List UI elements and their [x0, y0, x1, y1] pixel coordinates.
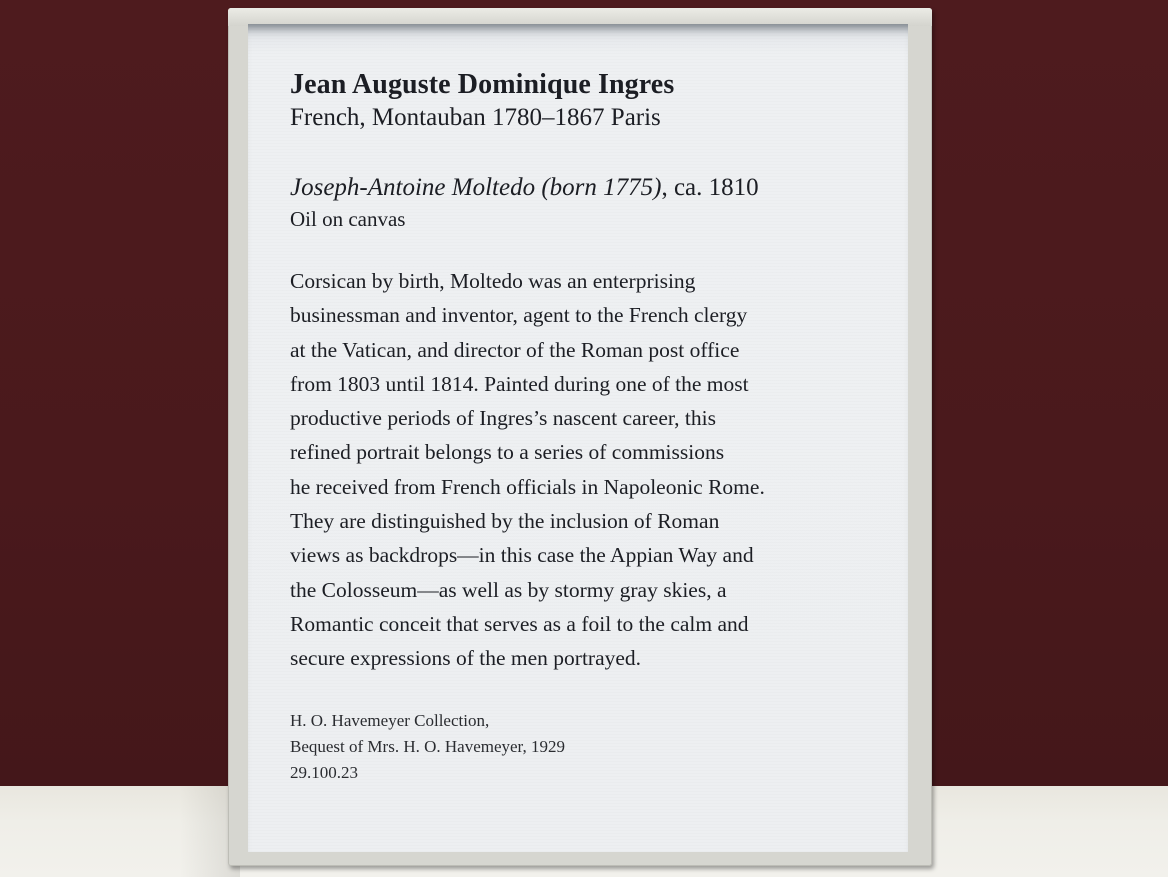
- credit-bequest: Bequest of Mrs. H. O. Havemeyer, 1929: [290, 736, 566, 756]
- description-line: Romantic conceit that serves as a foil to the calm and: [290, 611, 749, 636]
- description-line: They are distinguished by the inclusion of Roman: [290, 509, 720, 534]
- description-line: at the Vatican, and director of the Roman post office: [290, 337, 740, 362]
- credit-line: [290, 708, 910, 786]
- credit-collection: H. O. Havemeyer Collection,: [290, 710, 490, 730]
- description-line: Corsican by birth, Moltedo was an enterprising: [290, 269, 696, 293]
- description-line: views as backdrops—in this case the Appian Way and: [290, 543, 754, 568]
- description-line: the Colosseum—as well as by stormy gray skies, a: [290, 577, 727, 602]
- description-line: he received from French officials in Napoleonic Rome.: [290, 474, 765, 499]
- artwork-medium: Oil on canvas: [290, 207, 406, 231]
- artist-nationality: French, Montauban 1780–1867 Paris: [290, 104, 661, 131]
- description-line: refined portrait belongs to a series of commissions: [290, 440, 725, 465]
- description-line: secure expressions of the men portrayed.: [290, 646, 642, 671]
- artwork-date: , ca. 1810: [661, 174, 759, 201]
- description-line: businessman and inventor, agent to the French clergy: [290, 303, 748, 328]
- description-line: from 1803 until 1814. Painted during one of the most: [290, 371, 749, 396]
- accession-number: 29.100.23: [290, 762, 358, 782]
- description: [290, 264, 910, 676]
- artist-name: Jean Auguste Dominique Ingres: [290, 69, 675, 100]
- artwork-title: Joseph-Antoine Moltedo (born 1775): [290, 174, 662, 201]
- description-line: productive periods of Ingres’s nascent career, this: [290, 406, 717, 431]
- label-text: [290, 68, 910, 786]
- artwork-title-line: [290, 172, 910, 204]
